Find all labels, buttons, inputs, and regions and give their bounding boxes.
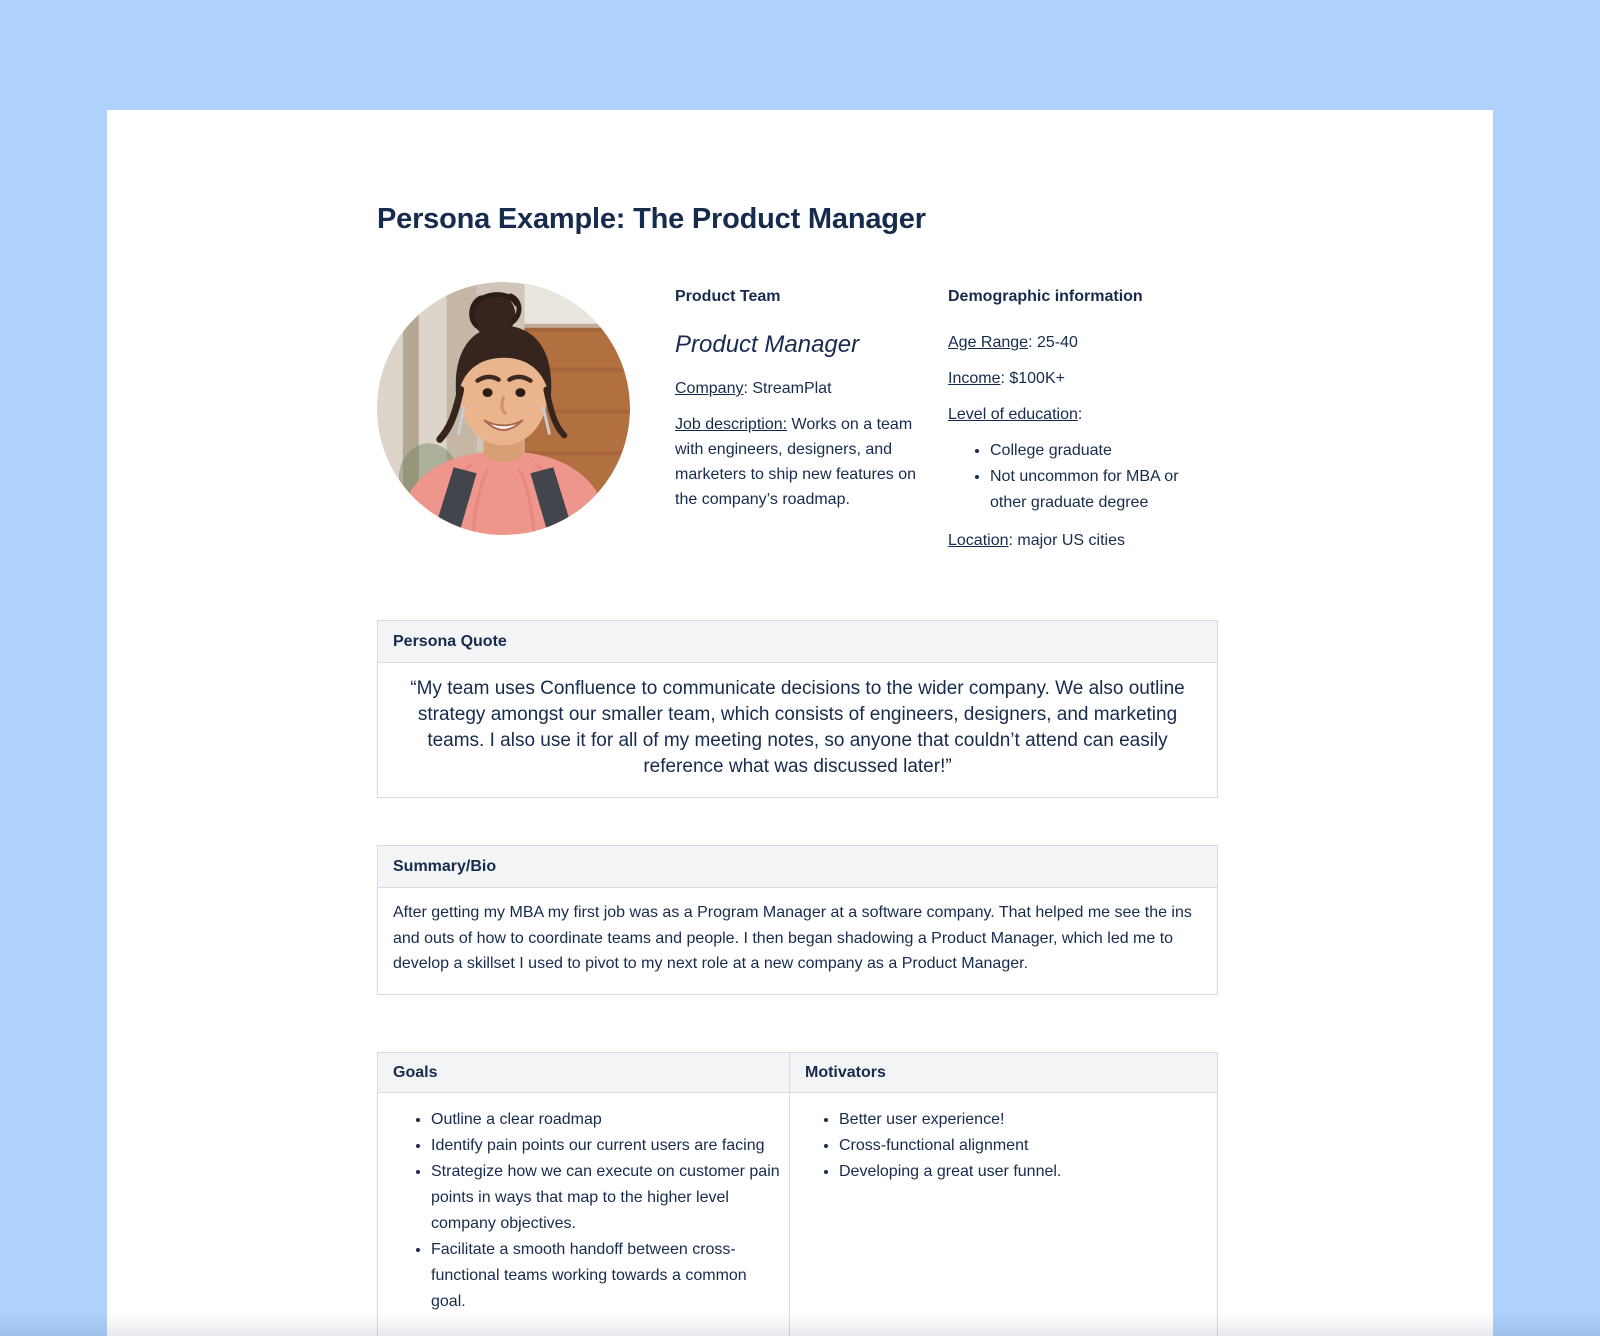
page-title: Persona Example: The Product Manager bbox=[377, 203, 926, 236]
goals-item: • Facilitate a smooth handoff between cross-functional teams working towards a common goal. bbox=[431, 1237, 781, 1315]
education-item: • College graduate bbox=[990, 438, 1206, 464]
table-body-row bbox=[378, 1093, 1217, 1336]
avatar bbox=[377, 282, 630, 535]
goals-list bbox=[378, 1107, 781, 1315]
education-item: • Not uncommon for MBA or other graduate degree bbox=[990, 464, 1206, 516]
demographics-column bbox=[948, 282, 1206, 564]
goals-item: • Outline a clear roadmap bbox=[431, 1107, 781, 1133]
job-description-value: Works on a team with engineers, designers, and marketers to ship new features on the company’s roadmap. bbox=[675, 416, 917, 508]
product-team-column bbox=[675, 282, 918, 523]
product-team-heading: Product Team bbox=[675, 288, 781, 305]
goals-item: • Identify pain points our current users are facing bbox=[431, 1133, 781, 1159]
goals-motivators-table bbox=[377, 1052, 1218, 1336]
motivators-list bbox=[790, 1107, 1209, 1185]
age-range-line bbox=[948, 330, 1206, 355]
demographics-heading: Demographic information bbox=[948, 288, 1143, 305]
income-value: : $100K+ bbox=[1000, 370, 1065, 387]
summary-bio-text: After getting my MBA my first job was as a Program Manager at a software company. That helped me see the ins and outs of how to coordinate teams and people. I then began shadowing a Product Manager, which led me to develop a skillset I used to pivot to my next role at a new company as a Product Manager. bbox=[393, 904, 1192, 972]
education-list bbox=[948, 438, 1206, 516]
motivators-item: • Developing a great user funnel. bbox=[839, 1159, 1209, 1185]
company-value: : StreamPlat bbox=[743, 380, 832, 397]
income-line bbox=[948, 366, 1206, 391]
summary-bio-panel bbox=[377, 845, 1218, 995]
income-label: Income bbox=[948, 370, 1001, 387]
age-range-value: : 25-40 bbox=[1028, 334, 1078, 351]
goals-cell bbox=[378, 1093, 789, 1336]
job-description-line bbox=[675, 412, 918, 512]
education-colon: : bbox=[1077, 406, 1083, 423]
persona-quote-heading: Persona Quote bbox=[378, 621, 1217, 663]
motivators-column-header: Motivators bbox=[789, 1053, 1217, 1092]
goals-item: • Strategize how we can execute on customer pain points in ways that map to the higher level company objectives. bbox=[431, 1159, 781, 1237]
location-line bbox=[948, 528, 1206, 553]
location-label: Location bbox=[948, 532, 1009, 549]
motivators-item: • Better user experience! bbox=[839, 1107, 1209, 1133]
education-label: Level of education bbox=[948, 406, 1078, 423]
education-line bbox=[948, 402, 1206, 427]
summary-bio-heading: Summary/Bio bbox=[378, 846, 1217, 888]
motivators-item: • Cross-functional alignment bbox=[839, 1133, 1209, 1159]
document-page bbox=[107, 110, 1493, 1336]
persona-profile-section bbox=[377, 282, 1218, 564]
persona-quote-text: “My team uses Confluence to communicate decisions to the wider company. We also outline strategy amongst our smaller team, which consists of engineers, designers, and marketing teams. I also use it for all of my meeting notes, so anyone that couldn’t attend can easily reference what was discussed later!” bbox=[410, 678, 1185, 777]
persona-role: Product Manager bbox=[675, 331, 860, 358]
motivators-cell bbox=[789, 1093, 1217, 1336]
goals-column-header: Goals bbox=[393, 1064, 438, 1081]
location-value: : major US cities bbox=[1008, 532, 1125, 549]
age-range-label: Age Range bbox=[948, 334, 1029, 351]
job-description-label: Job description: bbox=[675, 416, 788, 433]
persona-photo bbox=[377, 282, 630, 535]
company-line bbox=[675, 376, 918, 401]
persona-quote-panel bbox=[377, 620, 1218, 798]
table-header-row bbox=[378, 1053, 1217, 1093]
company-label: Company bbox=[675, 380, 744, 397]
